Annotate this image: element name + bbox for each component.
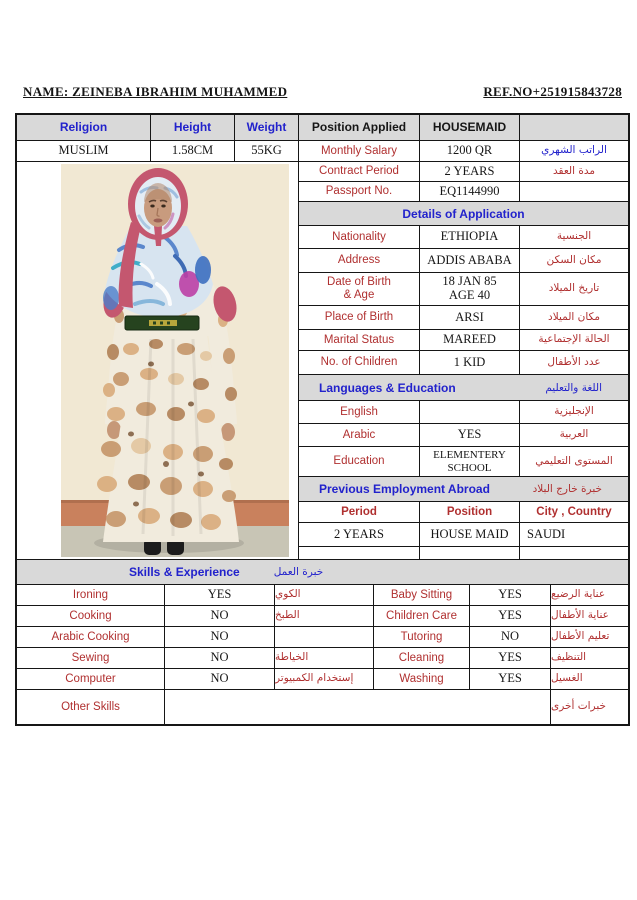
skill-row-ironing <box>17 585 628 606</box>
vitals-row <box>17 141 628 162</box>
bio-data-table <box>15 113 630 726</box>
document-heading-row <box>23 84 622 100</box>
other-skills-label: Other Skills <box>17 690 165 724</box>
address-value: ADDIS ABABA <box>420 249 520 272</box>
sewing-value: NO <box>165 648 275 668</box>
dob-age-value: 18 JAN 85 AGE 40 <box>420 273 520 305</box>
previous-employment-arabic: خبرة خارج البلاد <box>532 483 602 495</box>
previous-employment-title: Previous Employment Abroad <box>319 482 490 496</box>
passport-row <box>299 182 628 202</box>
languages-education-title: Languages & Education <box>319 380 456 395</box>
photo-cell <box>17 162 299 559</box>
cooking-value: NO <box>165 606 275 626</box>
other-skills-value <box>165 690 551 724</box>
employment-city-value: SAUDI <box>527 526 566 541</box>
education-label: Education <box>299 447 420 476</box>
details-column <box>299 162 628 559</box>
cooking-arabic: الطبخ <box>275 606 374 626</box>
washing-value: YES <box>470 669 551 689</box>
nationality-row <box>299 226 628 249</box>
languages-education-arabic: اللغة والتعليم <box>545 381 602 394</box>
children-care-value: YES <box>470 606 551 626</box>
details-of-application-title: Details of Application <box>402 206 525 221</box>
address-label: Address <box>299 249 420 272</box>
passport-label: Passport No. <box>299 182 420 201</box>
ironing-label: Ironing <box>17 585 165 605</box>
contract-period-arabic: مدة العقد <box>553 164 595 177</box>
children-label: No. of Children <box>299 351 420 374</box>
children-arabic: عدد الأطفال <box>547 355 601 368</box>
applicant-photo-graphic <box>61 164 289 557</box>
sewing-label: Sewing <box>17 648 165 668</box>
place-of-birth-label: Place of Birth <box>299 306 420 329</box>
other-skills-row <box>17 690 628 724</box>
header-corner-cell <box>520 115 628 140</box>
tutoring-arabic: تعليم الأطفال <box>551 630 610 643</box>
period-column-header: Period <box>299 502 420 522</box>
education-arabic: المستوى التعليمي <box>535 454 613 467</box>
english-row <box>299 401 628 424</box>
dob-arabic: تاريخ الميلاد <box>548 282 600 295</box>
middle-section <box>17 162 628 559</box>
address-arabic: مكان السكن <box>546 253 602 266</box>
education-value: ELEMENTERY SCHOOL <box>420 447 520 476</box>
marital-status-label: Marital Status <box>299 330 420 350</box>
details-of-application-header <box>299 202 628 226</box>
ironing-value: YES <box>165 585 275 605</box>
english-arabic: الإنجليزية <box>554 405 594 418</box>
arabic-arabic: العربية <box>559 428 589 441</box>
passport-arabic <box>520 182 628 201</box>
arabic-value: YES <box>420 424 520 446</box>
contract-period-value: 2 YEARS <box>420 162 520 181</box>
ironing-arabic: الكوي <box>275 585 374 605</box>
employment-period-value: 2 YEARS <box>299 523 420 546</box>
languages-education-header <box>299 375 628 401</box>
children-value: 1 KID <box>420 351 520 374</box>
previous-employment-header <box>299 477 628 502</box>
place-of-birth-row <box>299 306 628 330</box>
contract-period-label: Contract Period <box>299 162 420 181</box>
employment-columns-row <box>299 502 628 523</box>
baby-sitting-arabic: عناية الرضيع <box>551 588 606 601</box>
reference-number-heading: REF.NO+251915843728 <box>483 84 622 99</box>
baby-sitting-label: Baby Sitting <box>374 585 470 605</box>
employment-values-row <box>299 523 628 547</box>
cleaning-arabic: التنظيف <box>551 651 587 664</box>
skill-row-cooking <box>17 606 628 627</box>
monthly-salary-label: Monthly Salary <box>299 141 420 161</box>
marital-status-arabic: الحالة الإجتماعية <box>538 333 610 346</box>
skills-experience-title: Skills & Experience <box>129 565 240 579</box>
marital-status-value: MAREED <box>420 330 520 350</box>
arabic-label: Arabic <box>299 424 420 446</box>
skill-row-computer <box>17 669 628 690</box>
arabic-cooking-value: NO <box>165 627 275 647</box>
children-row <box>299 351 628 375</box>
dob-age-row <box>299 273 628 306</box>
nationality-arabic: الجنسية <box>556 230 592 243</box>
computer-value: NO <box>165 669 275 689</box>
height-header: Height <box>151 115 235 140</box>
position-applied-header: Position Applied <box>299 115 420 140</box>
weight-header: Weight <box>235 115 299 140</box>
education-row <box>299 447 628 477</box>
height-value: 1.58CM <box>151 141 235 161</box>
weight-value: 55KG <box>235 141 299 161</box>
passport-value: EQ1144990 <box>420 182 520 201</box>
place-of-birth-value: ARSI <box>420 306 520 329</box>
skills-experience-arabic: خبرة العمل <box>273 566 324 578</box>
monthly-salary-arabic: الراتب الشهري <box>541 144 607 157</box>
english-label: English <box>299 401 420 423</box>
marital-status-row <box>299 330 628 351</box>
position-value-cell: HOUSEMAID <box>420 115 520 140</box>
children-care-arabic: عناية الأطفال <box>551 609 609 622</box>
address-row <box>299 249 628 273</box>
city-country-column-header: City , Country <box>536 505 612 518</box>
baby-sitting-value: YES <box>470 585 551 605</box>
skills-experience-header <box>17 559 628 585</box>
tutoring-value: NO <box>470 627 551 647</box>
skill-row-sewing <box>17 648 628 669</box>
arabic-row <box>299 424 628 447</box>
children-care-label: Children Care <box>374 606 470 626</box>
skill-row-arabic-cooking <box>17 627 628 648</box>
cleaning-value: YES <box>470 648 551 668</box>
applicant-photo <box>61 164 289 557</box>
table-header-row <box>17 115 628 141</box>
washing-label: Washing <box>374 669 470 689</box>
arabic-cooking-label: Arabic Cooking <box>17 627 165 647</box>
applicant-name-heading: NAME: ZEINEBA IBRAHIM MUHAMMED <box>23 84 288 99</box>
employment-position-value: HOUSE MAID <box>420 523 520 546</box>
washing-arabic: الغسيل <box>551 672 583 685</box>
dob-age-label: Date of Birth & Age <box>299 273 420 305</box>
nationality-label: Nationality <box>299 226 420 248</box>
contract-period-row <box>299 162 628 182</box>
employment-empty-row <box>299 547 628 559</box>
computer-label: Computer <box>17 669 165 689</box>
english-value <box>420 401 520 423</box>
place-of-birth-arabic: مكان الميلاد <box>548 310 600 323</box>
cooking-label: Cooking <box>17 606 165 626</box>
other-skills-arabic: خبرات أخرى <box>551 700 607 713</box>
tutoring-label: Tutoring <box>374 627 470 647</box>
position-column-header: Position <box>420 502 520 522</box>
arabic-cooking-arabic <box>275 627 374 647</box>
nationality-value: ETHIOPIA <box>420 226 520 248</box>
monthly-salary-value: 1200 QR <box>420 141 520 161</box>
religion-value: MUSLIM <box>17 141 151 161</box>
computer-arabic: إستخدام الكمبيوتر <box>275 669 374 689</box>
cleaning-label: Cleaning <box>374 648 470 668</box>
sewing-arabic: الخياطة <box>275 648 374 668</box>
religion-header: Religion <box>17 115 151 140</box>
